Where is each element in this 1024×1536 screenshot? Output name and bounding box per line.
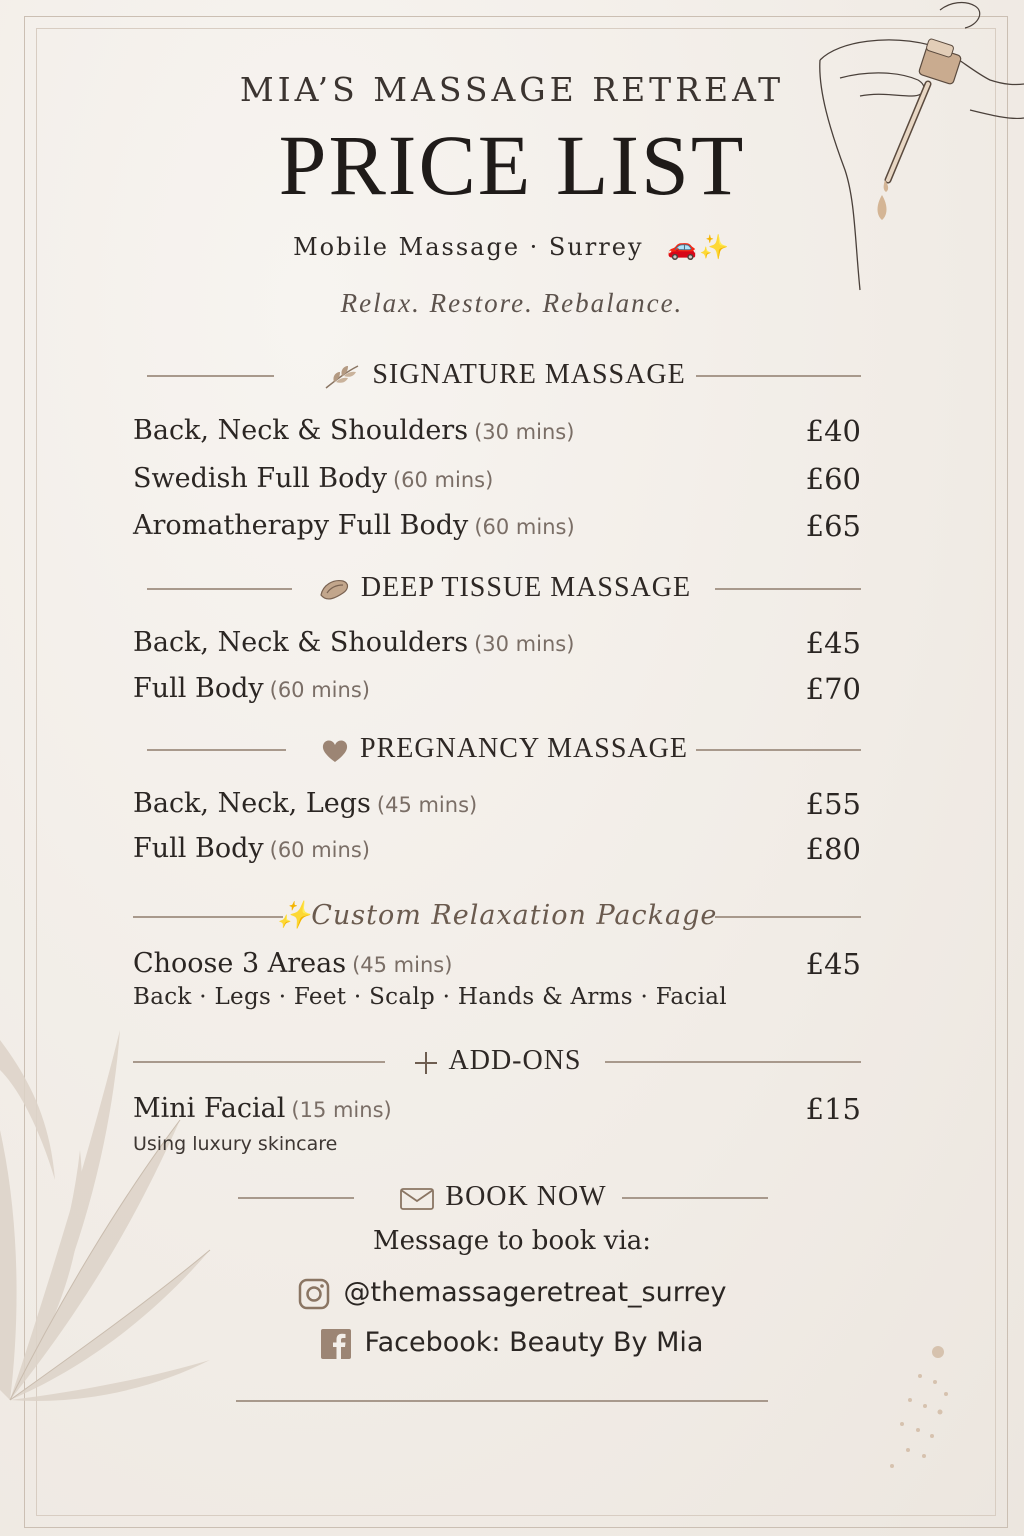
section-addons-heading xyxy=(133,1041,861,1081)
service-duration: (45 mins) xyxy=(352,953,453,977)
service-name: Back, Neck & Shoulders xyxy=(133,627,469,658)
heart-icon xyxy=(320,738,350,764)
instagram-icon xyxy=(298,1278,330,1310)
service-name: Mini Facial xyxy=(133,1093,286,1124)
price-row xyxy=(133,669,861,709)
section-deep-tissue-heading xyxy=(147,568,861,608)
price-row xyxy=(133,1089,861,1129)
facebook-contact[interactable] xyxy=(0,1323,1024,1363)
service-price: £15 xyxy=(805,1092,861,1126)
service-duration: (30 mins) xyxy=(474,420,575,444)
service-price: £45 xyxy=(805,947,861,981)
instagram-contact[interactable] xyxy=(0,1273,1024,1313)
section-book-heading xyxy=(238,1177,768,1217)
page-title: PRICE LIST xyxy=(278,117,746,213)
section-pregnancy-heading xyxy=(147,729,861,769)
plus-icon xyxy=(413,1050,439,1076)
price-row xyxy=(133,829,861,869)
service-duration: (60 mins) xyxy=(269,678,370,702)
price-row xyxy=(133,459,861,499)
service-duration: (30 mins) xyxy=(474,632,575,656)
price-row xyxy=(133,944,861,984)
service-name: Full Body xyxy=(133,833,264,864)
service-price: £65 xyxy=(805,509,861,543)
facebook-icon xyxy=(321,1329,351,1359)
service-duration: (60 mins) xyxy=(269,838,370,862)
leaf-icon xyxy=(322,362,362,392)
service-name: Full Body xyxy=(133,673,264,704)
price-row xyxy=(133,506,861,546)
subtitle-emoji: 🚗✨ xyxy=(667,233,731,261)
service-duration: (45 mins) xyxy=(376,793,478,817)
bottom-divider xyxy=(236,1400,768,1402)
subtitle xyxy=(0,233,1024,261)
section-title: SIGNATURE MASSAGE xyxy=(372,359,686,390)
service-price: £45 xyxy=(805,626,861,660)
service-name: Choose 3 Areas xyxy=(133,948,347,979)
service-duration: (15 mins) xyxy=(291,1098,392,1122)
section-custom-heading xyxy=(133,896,861,936)
section-title: PREGNANCY MASSAGE xyxy=(360,733,688,764)
service-name: Back, Neck & Shoulders xyxy=(133,415,469,446)
service-name: Back, Neck, Legs xyxy=(133,788,371,819)
service-price: £40 xyxy=(805,414,861,448)
price-row xyxy=(133,784,861,824)
instagram-handle: @themassageretreat_surrey xyxy=(343,1277,727,1308)
service-price: £55 xyxy=(805,787,861,821)
service-name: Swedish Full Body xyxy=(133,463,387,494)
envelope-icon xyxy=(399,1187,435,1211)
facebook-name: Facebook: Beauty By Mia xyxy=(364,1327,704,1358)
service-duration: (60 mins) xyxy=(474,515,575,539)
section-title: BOOK NOW xyxy=(445,1181,607,1212)
section-title: ADD-ONS xyxy=(448,1045,582,1076)
price-row xyxy=(133,623,861,663)
service-price: £60 xyxy=(805,462,861,496)
stone-icon xyxy=(317,575,351,605)
service-price: £70 xyxy=(805,672,861,706)
section-signature-heading xyxy=(147,355,861,395)
area-options: Back · Legs · Feet · Scalp · Hands & Arms · Facial xyxy=(133,984,727,1010)
service-name: Aromatherapy Full Body xyxy=(133,510,469,541)
subtitle-text: Mobile Massage · Surrey xyxy=(293,233,644,261)
section-title: ✨Custom Relaxation Package xyxy=(276,900,718,931)
section-title: DEEP TISSUE MASSAGE xyxy=(360,572,692,603)
brand-name: MIA’S MASSAGE RETREAT xyxy=(239,70,785,109)
service-price: £80 xyxy=(805,832,861,866)
tagline: Relax. Restore. Rebalance. xyxy=(340,288,684,318)
addon-note: Using luxury skincare xyxy=(133,1133,338,1155)
service-duration: (60 mins) xyxy=(392,468,494,492)
booking-message: Message to book via: xyxy=(372,1226,652,1256)
price-row xyxy=(133,411,861,451)
